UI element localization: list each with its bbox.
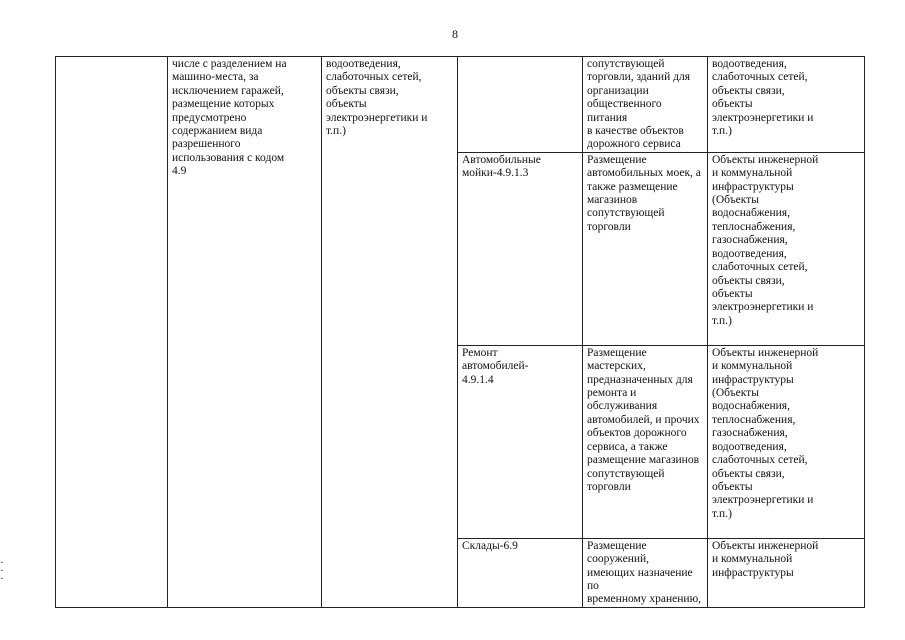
table-cell: числе с разделением на машино-места, за исключением гаражей, размещение которых предусмотрено содержанием вида разрешенного использования с кодом 4.9: [168, 57, 322, 608]
table-cell: Объекты инженерной и коммунальной инфраструктуры: [708, 538, 865, 607]
table-cell: водоотведения, слаботочных сетей, объекты связи, объекты электроэнергетики и т.п.): [708, 57, 865, 153]
table-cell: Размещение сооружений, имеющих назначение по временному хранению,: [583, 538, 708, 607]
land-use-table: [55, 56, 865, 608]
table-cell: Ремонт автомобилей- 4.9.1.4: [458, 345, 583, 538]
table-cell: Склады-6.9: [458, 538, 583, 607]
table-cell: Объекты инженерной и коммунальной инфраструктуры (Объекты водоснабжения, теплоснабжения, газоснабжения, водоотведения, слаботочных сетей, объекты связи, объекты электроэнергетики и т.п.): [708, 345, 865, 538]
table-cell: Размещение мастерских, предназначенных для ремонта и обслуживания автомобилей, и прочих объектов дорожного сервиса, а также размещение магазинов сопутствующей торговли: [583, 345, 708, 538]
table-row: [56, 57, 865, 153]
page-number: 8: [452, 27, 458, 41]
table-cell: сопутствующей торговли, зданий для организации общественного питания в качестве объектов дорожного сервиса: [583, 57, 708, 153]
table-cell: Объекты инженерной и коммунальной инфраструктуры (Объекты водоснабжения, теплоснабжения, газоснабжения, водоотведения, слаботочных сетей, объекты связи, объекты электроэнергетики и т.п.): [708, 152, 865, 345]
table-cell: Размещение автомобильных моек, а также размещение магазинов сопутствующей торговли: [583, 152, 708, 345]
table-cell: водоотведения, слаботочных сетей, объекты связи, объекты электроэнергетики и т.п.): [322, 57, 458, 608]
table-cell: Автомобильные мойки-4.9.1.3: [458, 152, 583, 345]
table-cell: [56, 57, 168, 608]
scan-marks-icon: [0, 560, 4, 584]
table-cell: [458, 57, 583, 153]
scan-artifact: [0, 560, 4, 586]
